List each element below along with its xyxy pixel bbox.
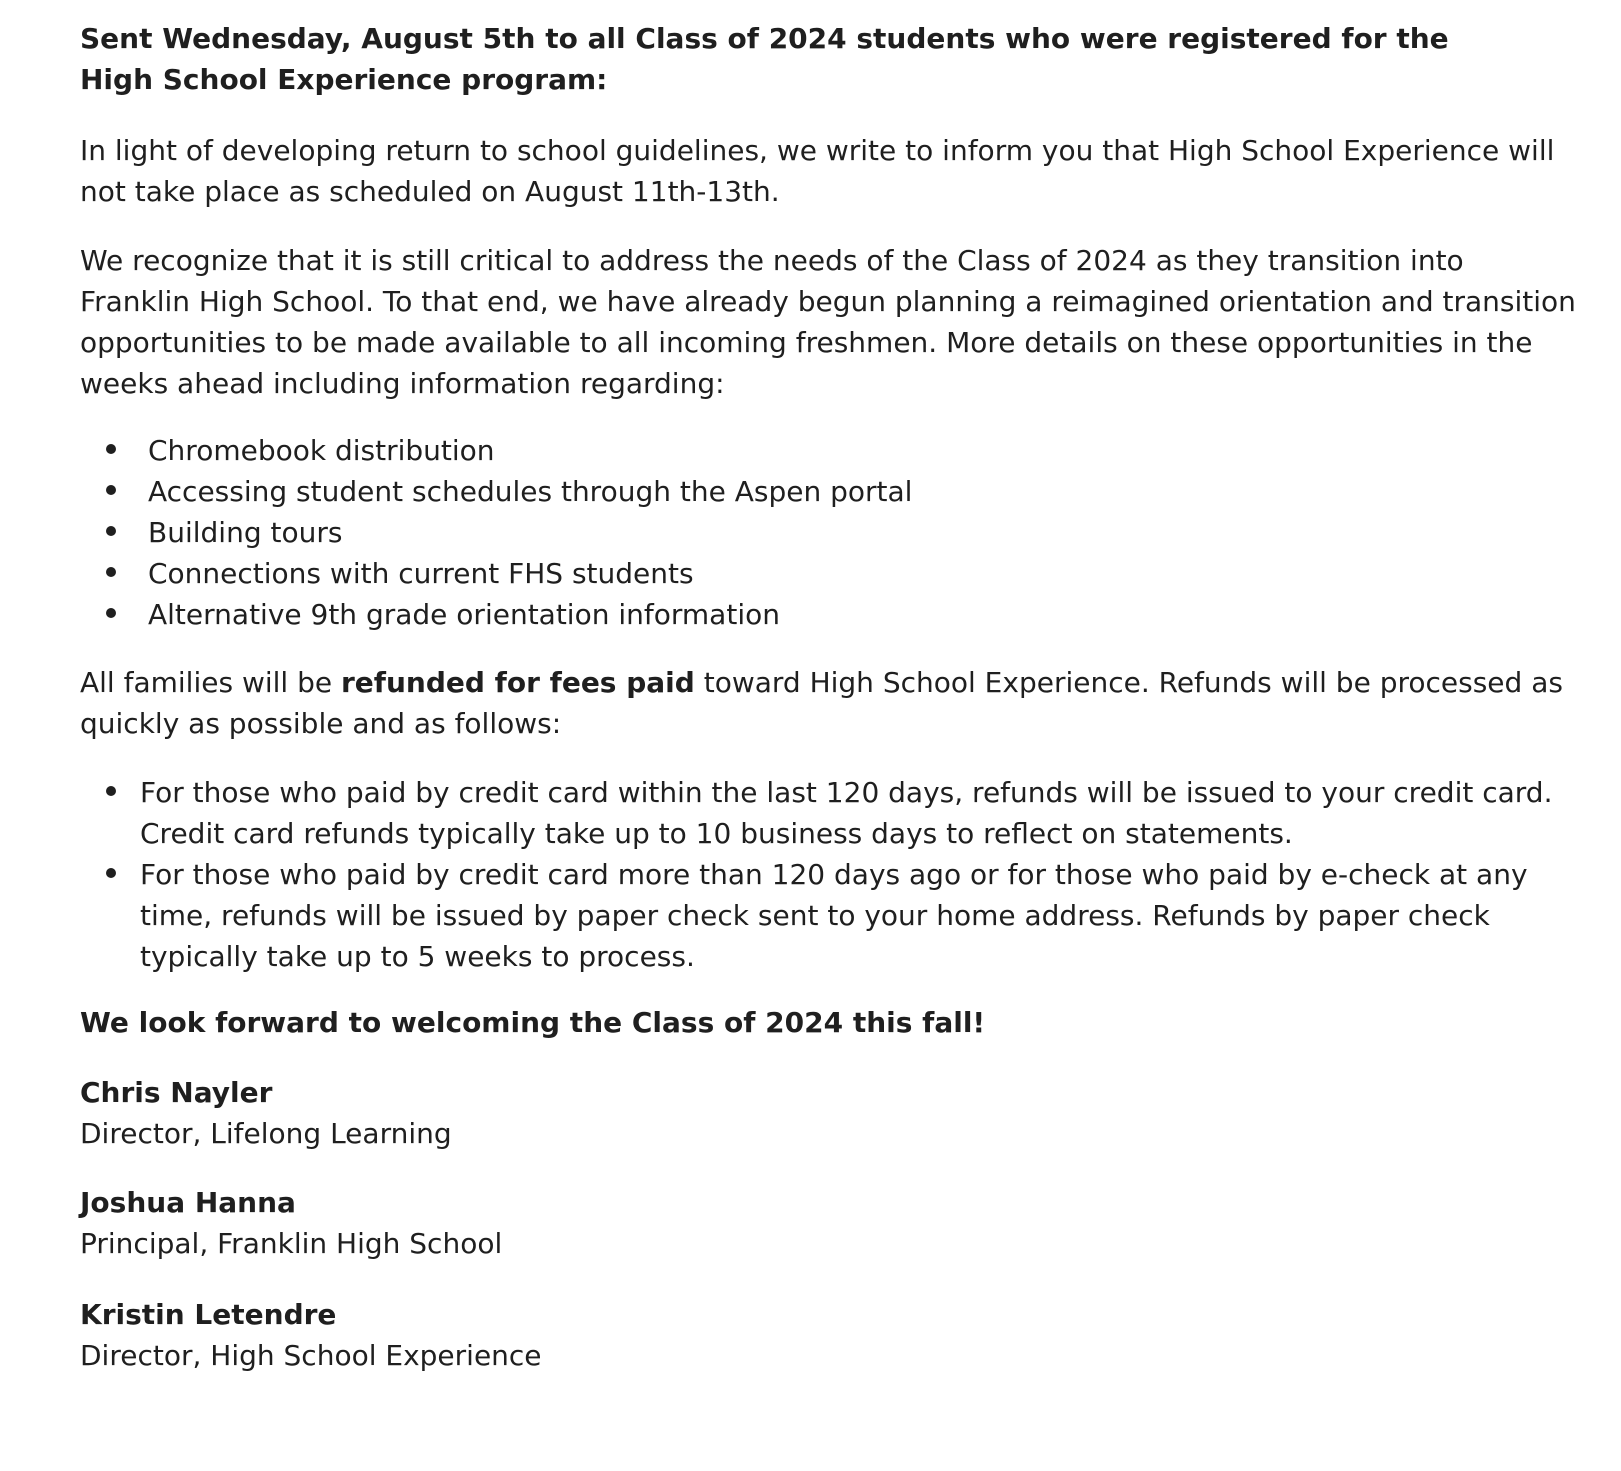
- signer-name: Joshua Hanna: [80, 1186, 296, 1219]
- signer-title: Principal, Franklin High School: [80, 1227, 503, 1260]
- signer-name: Chris Nayler: [80, 1076, 273, 1109]
- closing-line: We look forward to welcoming the Class of 2024 this fall!: [80, 1006, 986, 1039]
- signature-block: [80, 1294, 542, 1376]
- info-list: [80, 430, 912, 635]
- list-item-text: Alternative 9th grade orientation information: [148, 598, 780, 631]
- list-item: [80, 512, 912, 553]
- list-item-text: For those who paid by credit card within the last 120 days, refunds will be issued to your credit card. Credit card refunds typically take up to 10 business days to reflect on statements.: [140, 776, 1553, 850]
- signer-title: Director, Lifelong Learning: [80, 1117, 452, 1150]
- list-item: [80, 594, 912, 635]
- bullet-icon: [106, 526, 116, 536]
- signer-name: Kristin Letendre: [80, 1298, 337, 1331]
- list-item: [80, 430, 912, 471]
- list-item: [80, 553, 912, 594]
- list-item: [80, 854, 1560, 977]
- bullet-icon: [106, 485, 116, 495]
- bullet-icon: [106, 608, 116, 618]
- signer-title: Director, High School Experience: [80, 1339, 542, 1372]
- list-item: [80, 471, 912, 512]
- list-item-text: Chromebook distribution: [148, 434, 495, 467]
- signature-block: [80, 1072, 452, 1154]
- list-item: [80, 772, 1560, 854]
- letter-heading: Sent Wednesday, August 5th to all Class of 2024 students who were registered for the High School Experience program:: [80, 22, 1449, 96]
- list-item-text: Building tours: [148, 516, 343, 549]
- refund-text-after: toward High School Experience. Refunds will be processed as quickly as possible and as follows:: [80, 666, 1563, 740]
- refund-text-before: All families will be: [80, 666, 341, 699]
- cancellation-paragraph: In light of developing return to school guidelines, we write to inform you that High School Experience will not take place as scheduled on August 11th-13th.: [80, 134, 1555, 208]
- refund-emphasis: refunded for fees paid: [341, 666, 695, 699]
- list-item-text: For those who paid by credit card more than 120 days ago or for those who paid by e-check at any time, refunds will be issued by paper check sent to your home address. Refunds by paper check typically take up to 5 weeks to process.: [140, 858, 1528, 973]
- bullet-icon: [106, 868, 116, 878]
- list-item-text: Accessing student schedules through the Aspen portal: [148, 475, 913, 508]
- refund-list: [80, 772, 1560, 977]
- list-item-text: Connections with current FHS students: [148, 557, 694, 590]
- bullet-icon: [106, 444, 116, 454]
- bullet-icon: [106, 786, 116, 796]
- signature-block: [80, 1182, 502, 1264]
- bullet-icon: [106, 567, 116, 577]
- refund-paragraph: [80, 662, 1580, 744]
- transition-paragraph: We recognize that it is still critical to address the needs of the Class of 2024 as they transition into Franklin High School. To that end, we have already begun planning a reimagined orientation and transition opportunities to be made available to all incoming freshmen. More details on these opportunities in the weeks ahead including information regarding:: [80, 244, 1576, 400]
